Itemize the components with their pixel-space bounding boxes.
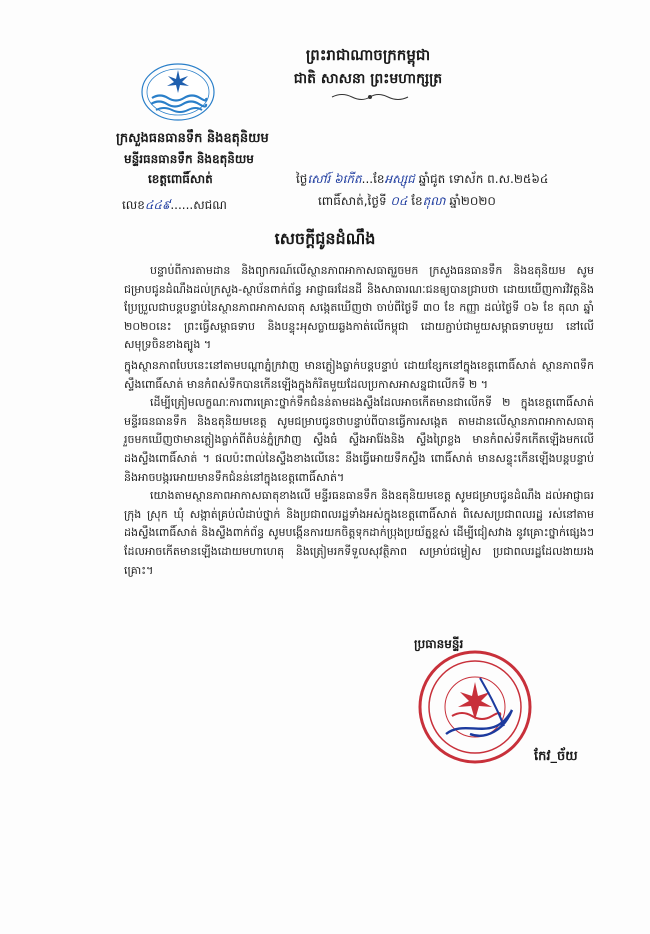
department-name: មន្ទីរធនធានទឹក និងឧតុនិយម	[124, 152, 254, 166]
signatory-name: កែវ_ច័យ	[534, 749, 578, 764]
solar-day: ០៤	[390, 194, 408, 208]
lunar-month-prefix: ...ខែ	[361, 172, 385, 186]
kingdom-heading: ព្រះរាជាណាចក្រកម្ពុជា	[305, 46, 431, 64]
body-paragraph-4: យោងតាមស្ថានភាពអាកាសធាតុខាងលើ មន្ទីរធនធានទឹក និងឧតុនិយមខេត្ត សូមជម្រាបជូនដំណឹង ដល់អាជ្ញាធរក្រុង ស្រុក ឃុំ សង្កាត់គ្រប់លំដាប់ថ្នាក់ និងប្រជាពលរដ្ឋទាំងអស់ក្នុងខេត្តពោធិ៍សាត់ ពិសេសប្រជាពលរដ្ឋ រស់នៅតាមដងស្ទឹងពោធិ៍សាត់ និងស្ទឹងពាក់ព័ន្ធ សូមបង្កើនការយកចិត្តទុកដាក់ប្រុងប្រយ័ត្នខ្ពស់ ដើម្បីជៀសវាង នូវគ្រោះថ្នាក់ផ្សេងៗ ដែលអាចកើតមានឡើងដោយមហាហេតុ និងត្រៀមរកទីទួលសុវត្ថិភាព សម្រាប់ជម្លៀស ប្រជាពលរដ្ឋដែលងាយរងគ្រោះ។	[124, 489, 594, 577]
reference-number	[122, 196, 227, 214]
reference-prefix: លេខ	[122, 198, 145, 212]
official-seal-icon	[416, 648, 534, 766]
body-paragraph-1: បន្ទាប់ពីការតាមដាន និងព្យាករណ៍លើស្ថានភាពអាកាសធាតុរួចមក ក្រសួងធនធានទឹក និងឧតុនិយម សូមជម្រាបជូនដំណឹងដល់ក្រសួង-ស្ថាប័នពាក់ព័ន្ធ អាជ្ញាធរដែនដី និងសាធារណៈជនឲ្យបានជ្រាបថា ដោយយើញការវិវត្តនិងប្រែប្រួលជាបន្តបន្ទាប់នៃស្ថានភាពអាកាសធាតុ សង្កេតឃើញថា ចាប់ពីថ្ងៃទី ៣០ ខែ កញ្ញា ដល់ថ្ងៃទី ០៦ ខែ តុលា ឆ្នាំ ២០២០នេះ ព្រះធ្វើសម្ពាធទាប និងបន្ទុះអុសច្លាយឆ្លងកាត់លើកម្ពុជា ដោយភ្ជាប់ជាមួយសម្ពាធទាបមួយ នៅលើសមុទ្រចិនខាងត្បូង ។	[124, 264, 594, 352]
body-paragraph-2: ក្នុងស្ថានភាពបែបនេះនៅតាមបណ្តាភ្នំក្រវាញ មានភ្លៀងធ្លាក់បន្តបន្ទាប់ ដោយខ្សែកនៅក្នុងខេត្តពោធិ៍សាត់ ស្ថានភាពទឹកស្ទឹងពោធិ៍សាត់ មានកំពស់ទឹកបានកើនឡើងក្នុងកំរិតមួយដែលប្រកាសអាសន្នជាលើកទី ២ ។	[124, 358, 594, 391]
ministry-logo-icon	[140, 62, 216, 122]
document-body	[124, 262, 594, 580]
lunar-date	[296, 170, 548, 188]
province-name: ខេត្តពោធិ៍សាត់	[148, 172, 213, 186]
national-motto: ជាតិ សាសនា ព្រះមហាក្សត្រ	[293, 71, 443, 87]
solar-place: ពោធិ៍សាត់,ថ្ងៃទី	[318, 194, 387, 208]
reference-value: ៤៤៩	[144, 198, 171, 212]
solar-year: ឆ្នាំ២០២០	[449, 194, 496, 208]
lunar-prefix: ថ្ងៃ	[296, 172, 308, 186]
document-title: សេចក្តីជូនដំណឹង	[274, 229, 376, 248]
ministry-name: ក្រសួងធនធានទឹក និងឧតុនិយម	[116, 131, 269, 146]
signatory-title: ប្រធានមន្ទីរ	[414, 637, 464, 651]
solar-month-prefix: ខែ	[411, 194, 423, 208]
reference-suffix: ......សជណ	[170, 198, 227, 212]
lunar-day: សៅរ៍ ៦កើត	[307, 172, 362, 186]
body-paragraph-3: ដើម្បីត្រៀមលក្ខណៈការពារគ្រោះថ្នាក់ទឹកជំនន់តាមដងស្ទឹងដែលអាចកើតមានជាលើកទី ២ ក្នុងខេត្តពោធិ៍សាត់ មន្ទីរធនធានទឹក និងឧតុនិយមខេត្ត សូមជម្រាបជូនថាបន្ទាប់ពីបានធ្វើការសង្កេត តាមដានលើស្ថានភាពអាកាសធាតុ រួចមកឃើញថាមានភ្លៀងធ្លាក់ពីតំបន់ភ្នំក្រវាញ ស្ទឹងធំ ស្ទឹងអារ៉ែងនិង ស្ទឹងព្រៃខ្លង មានកំពស់ទឹកកើតឡើងមកលើដងស្ទឹងពោធិ៍សាត់ ។ ផលប៉ះពាល់នៃស្ទឹងខាងលើនេះ នឹងធ្វើអោយទឹកស្ទឹង ពោធិ៍សាត់ មានសន្ទុះកើនឡើងបន្តបន្ទាប់ និងអាចបង្ករអោយមានទឹកជំនន់នៅក្នុងខេត្តពោធិ៍សាត់។	[124, 396, 594, 484]
solar-month: តុលា	[422, 194, 446, 208]
lunar-year: ឆ្នាំជូត ទោស័ក ព.ស.២៥៦៤	[418, 172, 549, 186]
lunar-month: អស្សុជ	[384, 172, 415, 186]
ornament-divider-icon	[330, 92, 410, 102]
solar-date	[318, 192, 496, 210]
